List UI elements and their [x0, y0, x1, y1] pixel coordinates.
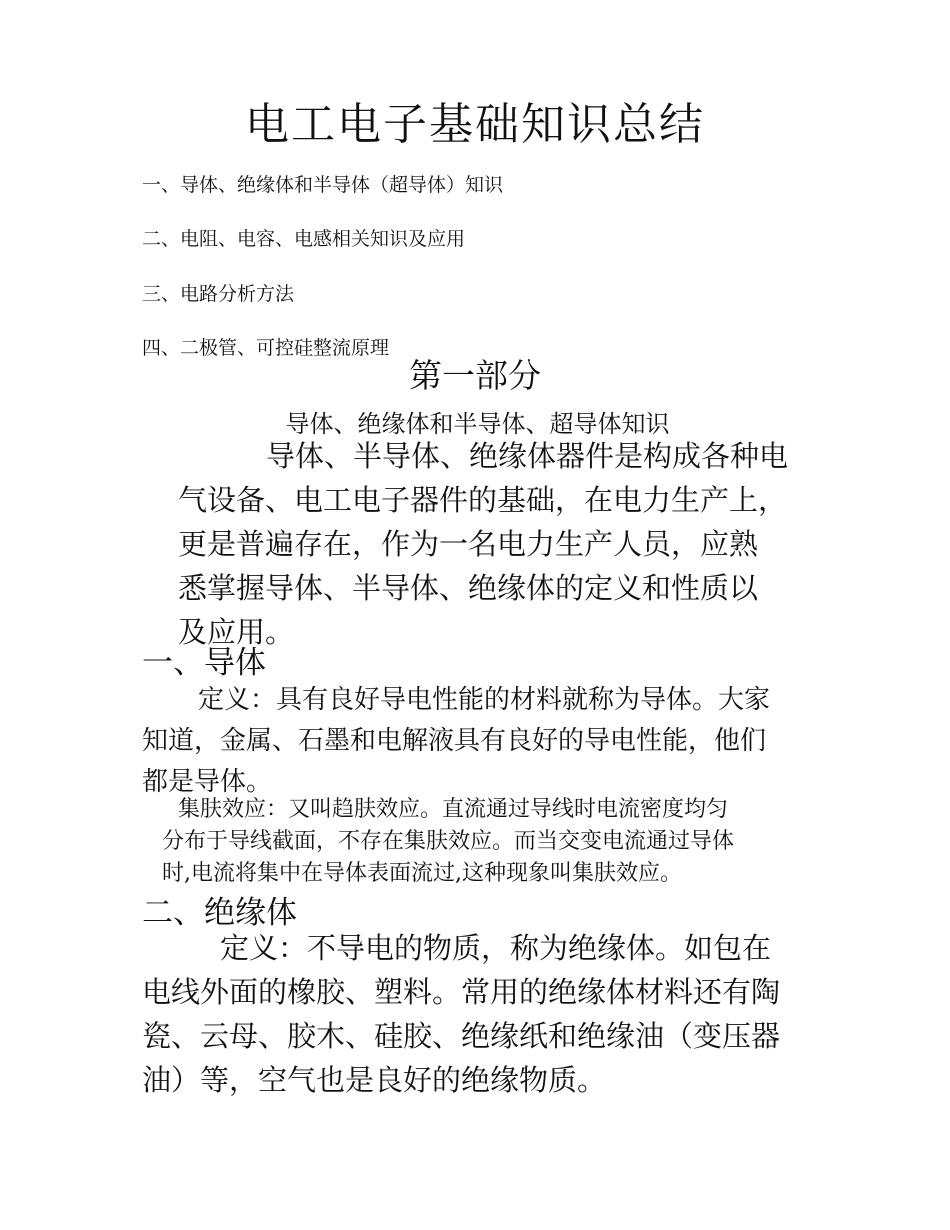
skin-effect-paragraph: [162, 794, 812, 890]
conductor-definition-line: 定义：具有良好导电性能的材料就称为导体。大家: [198, 685, 771, 715]
toc-item-3: 三、电路分析方法: [142, 283, 295, 305]
intro-line: 导体、半导体、绝缘体器件是构成各种电: [266, 439, 789, 473]
section-heading-conductor: 一、导体: [142, 645, 266, 681]
intro-line: 及应用。: [178, 615, 295, 649]
skin-effect-line: 分布于导线截面，不存在集肤效应。而当交变电流通过导体: [162, 829, 735, 854]
document-title: 电工电子基础知识总结: [245, 99, 705, 150]
conductor-definition-line: 都是导体。: [142, 767, 273, 797]
toc-item-2: 二、电阻、电容、电感相关知识及应用: [142, 228, 466, 250]
insulator-definition-line: 电线外面的橡胶、塑料。常用的绝缘体材料还有陶: [142, 975, 781, 1009]
intro-line: 气设备、电工电子器件的基础，在电力生产上，: [178, 483, 788, 517]
intro-line: 悉掌握导体、半导体、绝缘体的定义和性质以: [178, 571, 759, 605]
toc-item-1: 一、导体、绝缘体和半导体（超导体）知识: [142, 174, 504, 196]
insulator-definition-line: 油）等，空气也是良好的绝缘物质。: [142, 1063, 607, 1097]
conductor-definition-line: 知道，金属、石墨和电解液具有良好的导电性能，他们: [142, 726, 767, 756]
skin-effect-line: 集肤效应：又叫趋肤效应。直流通过导线时电流密度均匀: [178, 797, 729, 822]
part-subtitle: 导体、绝缘体和半导体、超导体知识: [285, 410, 670, 438]
skin-effect-line: 时,电流将集中在导体表面流过,这种现象叫集肤效应。: [162, 861, 682, 886]
insulator-definition-line: 定义：不导电的物质，称为绝缘体。如包在: [220, 931, 772, 965]
conductor-definition: [142, 680, 814, 803]
section-heading-insulator: 二、绝缘体: [142, 895, 297, 931]
part-title: 第一部分: [409, 356, 541, 395]
toc-item-4: 四、二极管、可控硅整流原理: [142, 337, 390, 359]
intro-paragraph: [178, 434, 818, 654]
intro-line: 更是普遍存在，作为一名电力生产人员，应熟: [178, 527, 759, 561]
insulator-definition: [142, 926, 814, 1102]
insulator-definition-line: 瓷、云母、胶木、硅胶、绝缘纸和绝缘油（变压器: [142, 1019, 781, 1053]
